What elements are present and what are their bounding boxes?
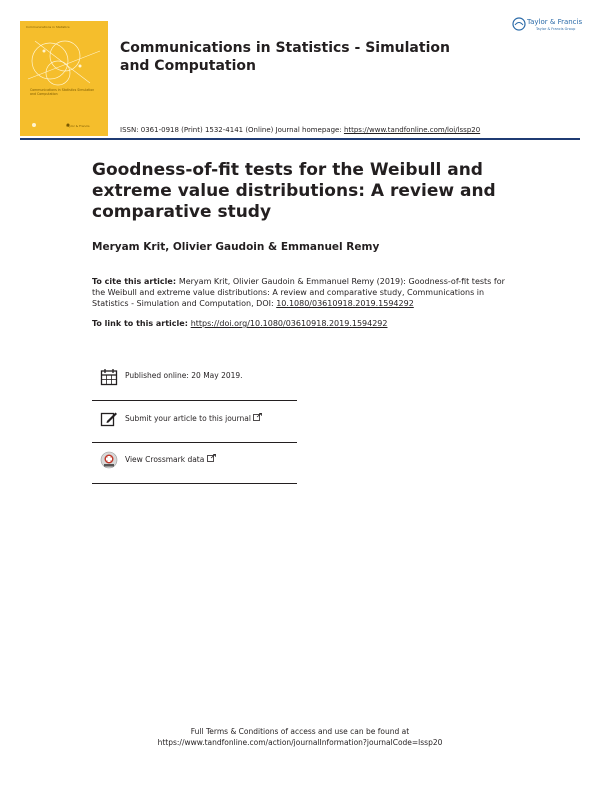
publisher-logo-tagline: Taylor & Francis Group <box>536 27 576 31</box>
journal-cover <box>20 21 108 136</box>
cover-top-text: Communications in Statistics <box>26 25 70 29</box>
journal-homepage-link[interactable]: https://www.tandfonline.com/loi/lssp20 <box>343 126 481 134</box>
edit-icon <box>100 410 118 428</box>
issn-text: ISSN: 0361-0918 (Print) 1532-4141 (Online) Journal homepage: <box>120 126 344 134</box>
citation-text: Meryam Krit, Olivier Gaudoin & Emmanuel Remy (2019): Goodness-of-fit tests for the Weibull and extreme value distributions: A review and comparative study, Communications in Statistics - Simulation and Computation, DOI: <box>92 277 505 308</box>
external-link-icon <box>207 454 216 462</box>
submit-article-link[interactable] <box>125 413 262 423</box>
footer-journal-info-link[interactable]: https://www.tandfonline.com/action/journalInformation?journalCode=lssp20 <box>157 738 443 747</box>
citation-block <box>92 276 512 309</box>
publisher-logo-name: Taylor & Francis <box>527 18 583 26</box>
article-link-block <box>92 319 388 328</box>
published-date: Published online: 20 May 2019. <box>125 371 243 380</box>
crossmark-icon <box>100 451 118 469</box>
crossmark-label: View Crossmark data <box>125 455 205 464</box>
article-link-label: To link to this article: <box>92 319 191 328</box>
citation-label: To cite this article: <box>92 277 179 286</box>
external-link-icon <box>253 413 262 421</box>
publisher-logo[interactable] <box>512 17 584 37</box>
crossmark-link[interactable] <box>125 454 216 464</box>
publisher-logo-icon <box>512 17 526 31</box>
cover-publisher: Taylor & Francis <box>66 124 90 128</box>
article-title: Goodness-of-fit tests for the Weibull and extreme value distributions: A review and comparative study <box>92 160 496 222</box>
footer-terms-text: Full Terms & Conditions of access and use can be found at <box>190 727 410 736</box>
header-divider <box>20 138 580 140</box>
calendar-icon <box>100 368 118 386</box>
article-authors: Meryam Krit, Olivier Gaudoin & Emmanuel Remy <box>92 241 380 253</box>
citation-doi-link[interactable]: 10.1080/03610918.2019.1594292 <box>276 299 414 308</box>
crossmark-row[interactable] <box>92 443 297 484</box>
footer <box>0 726 600 748</box>
issn-line <box>120 126 480 134</box>
article-doi-link[interactable]: https://doi.org/10.1080/03610918.2019.1594292 <box>190 319 388 328</box>
submit-article-label: Submit your article to this journal <box>125 414 251 423</box>
published-row <box>92 360 297 401</box>
submit-row[interactable] <box>92 402 297 443</box>
cover-title: Communications in Statistics Simulation and Computation <box>30 88 95 96</box>
journal-title: Communications in Statistics - Simulation and Computation <box>120 40 450 74</box>
cover-artwork <box>20 21 108 136</box>
